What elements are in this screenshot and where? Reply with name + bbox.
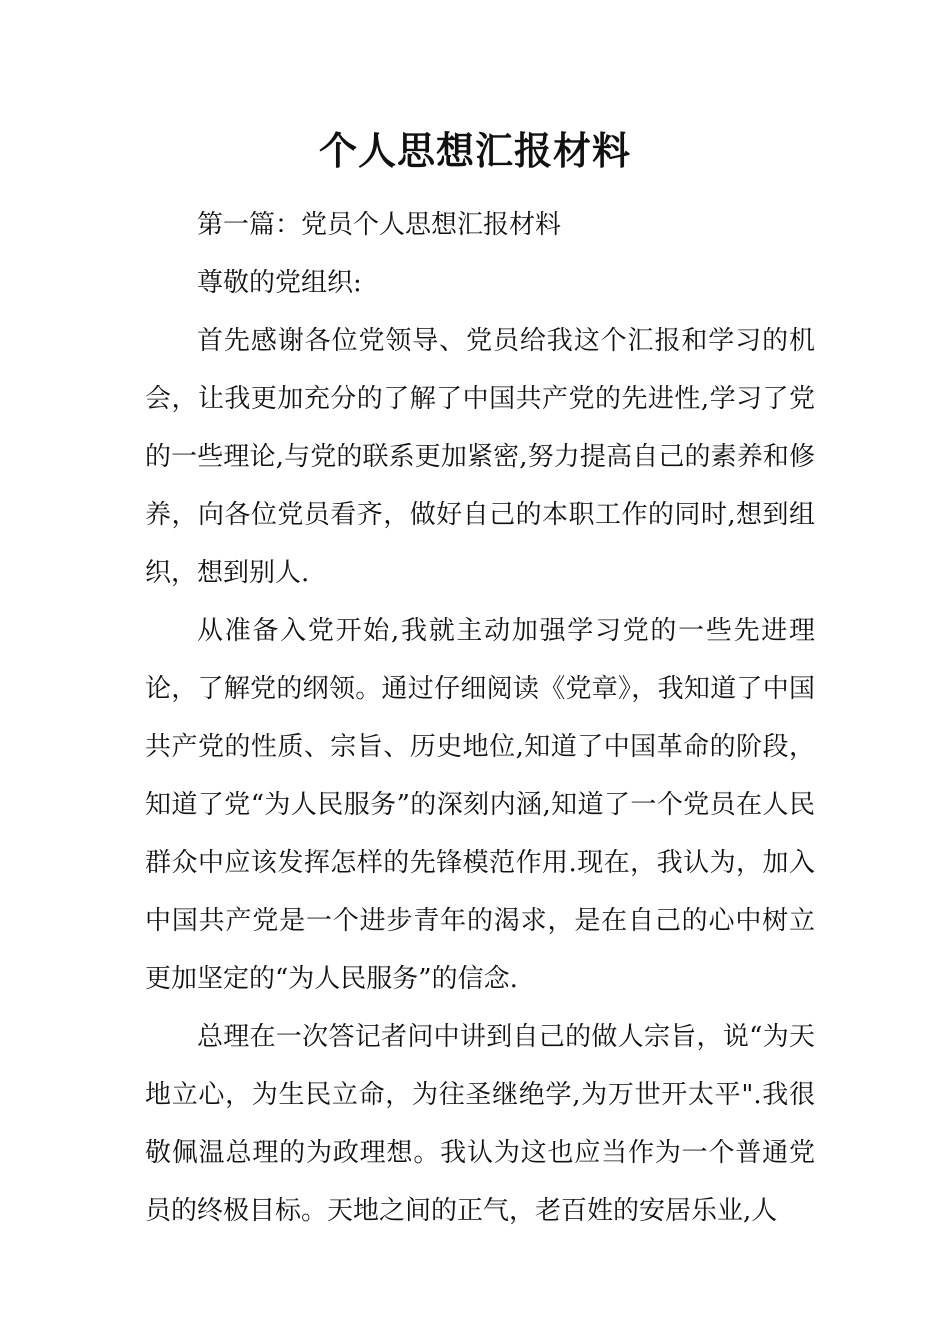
body-paragraph-3: 总理在一次答记者问中讲到自己的做人宗旨，说“为天地立心，为生民立命，为往圣继绝学,为万世开太平".我很敬佩温总理的为政理想。我认为这也应当作为一个普通党员的终极目标。天地之间的正气，老百姓的安居乐业,人 <box>145 1022 815 1226</box>
document-title: 个人思想汇报材料 <box>318 128 631 173</box>
section-heading: 第一篇：党员个人思想汇报材料 <box>197 210 562 240</box>
salutation: 尊敬的党组织: <box>197 268 362 298</box>
body-paragraph-2: 从准备入党开始,我就主动加强学习党的一些先进理论，了解党的纲领。通过仔细阅读《党章》，我知道了中国共产党的性质、宗旨、历史地位,知道了中国革命的阶段，知道了党“为人民服务”的深刻内涵,知道了一个党员在人民群众中应该发挥怎样的先锋模范作用.现在，我认为，加入中国共产党是一个进步青年的渴求，是在自己的心中树立更加坚定的“为人民服务”的信念. <box>145 616 815 994</box>
document-body <box>145 196 815 1240</box>
body-paragraph-1: 首先感谢各位党领导、党员给我这个汇报和学习的机会，让我更加充分的了解了中国共产党的先进性,学习了党的一些理论,与党的联系更加紧密,努力提高自己的素养和修养，向各位党员看齐，做好自己的本职工作的同时,想到组织，想到别人. <box>145 326 815 588</box>
